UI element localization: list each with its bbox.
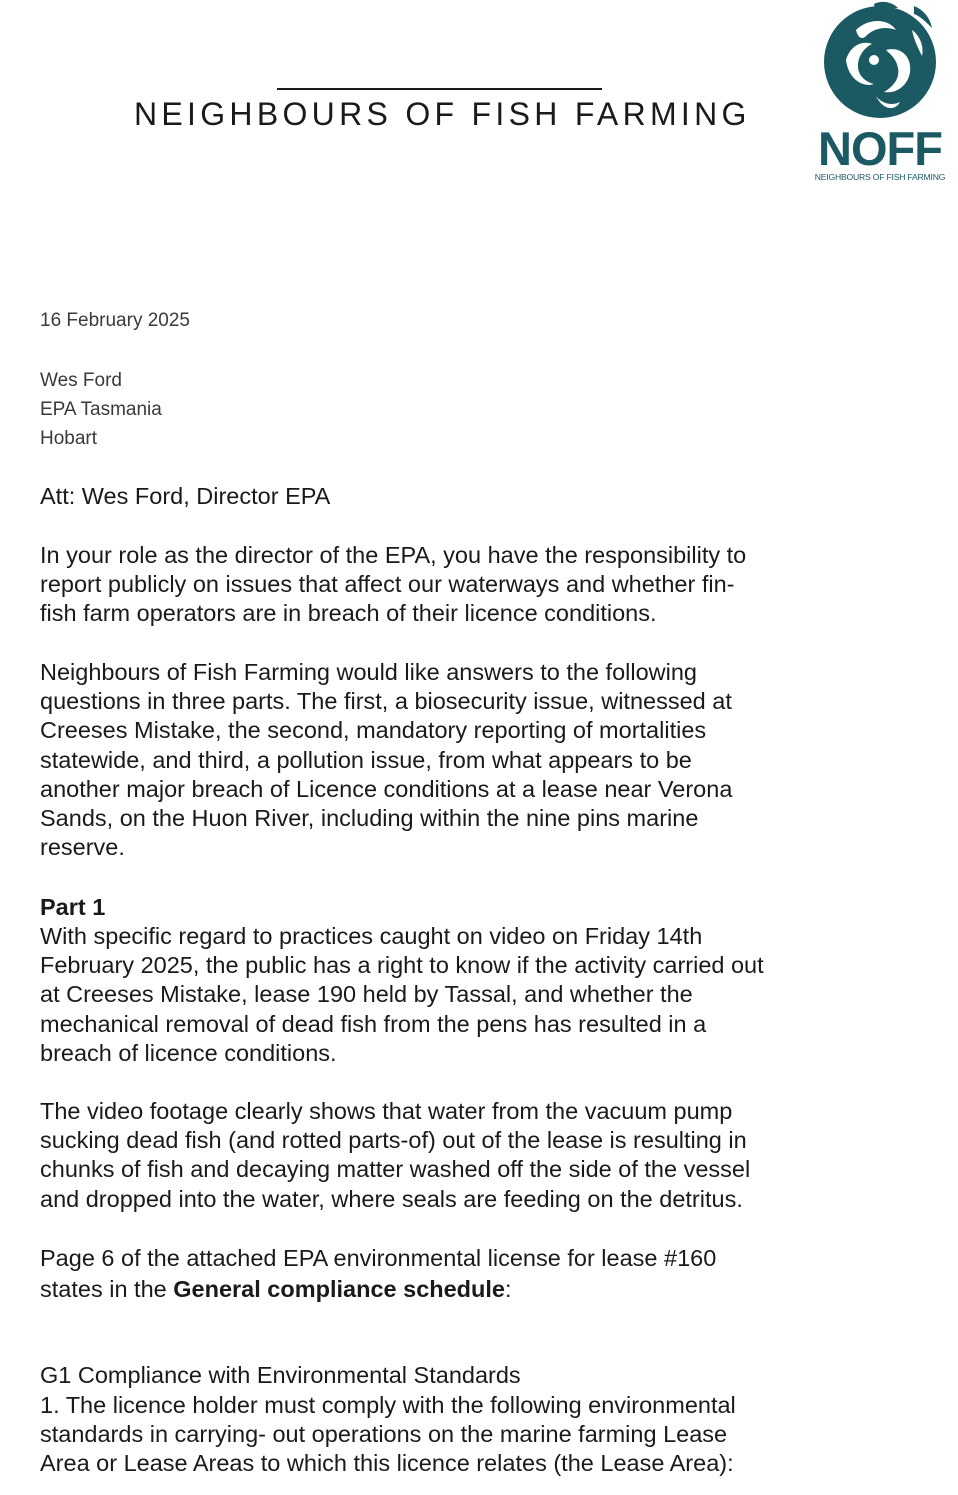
paragraph-1 [40, 541, 840, 629]
text-line [40, 1274, 840, 1305]
logo-subtitle: NEIGHBOURS OF FISH FARMING [814, 172, 946, 182]
seahorse-logo-icon [816, 0, 944, 122]
text-line: report publicly on issues that affect our waterways and whether fin- [40, 571, 735, 598]
text-line: Creeses Mistake, the second, mandatory reporting of mortalities [40, 717, 707, 744]
recipient-organisation: EPA Tasmania [40, 399, 162, 420]
g1-heading: G1 Compliance with Environmental Standards [40, 1362, 521, 1388]
paragraph-4 [40, 1097, 840, 1214]
text-line: reserve. [40, 834, 125, 861]
recipient-name: Wes Ford [40, 370, 123, 391]
text-line: questions in three parts. The first, a biosecurity issue, witnessed at [40, 688, 732, 715]
text-fragment: : [505, 1276, 512, 1302]
text-line: Area or Lease Areas to which this licence relates (the Lease Area): [40, 1450, 734, 1477]
text-line: 1. The licence holder must comply with the following environmental [40, 1392, 736, 1418]
text-line: another major breach of Licence conditions at a lease near Verona [40, 775, 733, 802]
text-line: Sands, on the Huon River, including within the nine pins marine [40, 805, 699, 832]
text-line: standards in carrying- out operations on the marine farming Lease [40, 1421, 728, 1448]
text-line: Neighbours of Fish Farming would like answers to the following [40, 659, 698, 685]
text-line: sucking dead fish (and rotted parts-of) out of the lease is resulting in [40, 1127, 747, 1154]
part-1-heading: Part 1 [40, 894, 106, 920]
organisation-title: NEIGHBOURS OF FISH FARMING [134, 96, 751, 132]
text-line: at Creeses Mistake, lease 190 held by Tassal, and whether the [40, 981, 693, 1008]
paragraph-2 [40, 658, 840, 862]
general-compliance-schedule-label: General compliance schedule [173, 1276, 505, 1302]
noff-logo [812, 0, 948, 190]
text-line: The video footage clearly shows that water from the vacuum pump [40, 1098, 733, 1124]
text-line: mechanical removal of dead fish from the pens has resulted in a [40, 1010, 707, 1037]
header-rule [277, 88, 602, 90]
letter-date: 16 February 2025 [40, 310, 190, 331]
paragraph-5 [40, 1243, 840, 1305]
text-line: fish farm operators are in breach of their licence conditions. [40, 600, 657, 627]
attention-line: Att: Wes Ford, Director EPA [40, 483, 331, 509]
paragraph-6 [40, 1391, 840, 1479]
paragraph-3 [40, 922, 840, 1068]
logo-wordmark: NOFF [818, 122, 942, 175]
recipient-city: Hobart [40, 428, 98, 449]
text-line: With specific regard to practices caught on video on Friday 14th [40, 923, 703, 949]
text-line: chunks of fish and decaying matter washed off the side of the vessel [40, 1156, 751, 1183]
text-line: and dropped into the water, where seals are feeding on the detritus. [40, 1185, 743, 1212]
text-line: Page 6 of the attached EPA environmental license for lease #160 [40, 1245, 717, 1271]
text-fragment: states in the [40, 1276, 174, 1302]
text-line: February 2025, the public has a right to know if the activity carried out [40, 952, 764, 979]
text-line: breach of licence conditions. [40, 1039, 337, 1066]
text-line: statewide, and third, a pollution issue, from what appears to be [40, 746, 692, 773]
text-line: In your role as the director of the EPA, you have the responsibility to [40, 542, 747, 568]
